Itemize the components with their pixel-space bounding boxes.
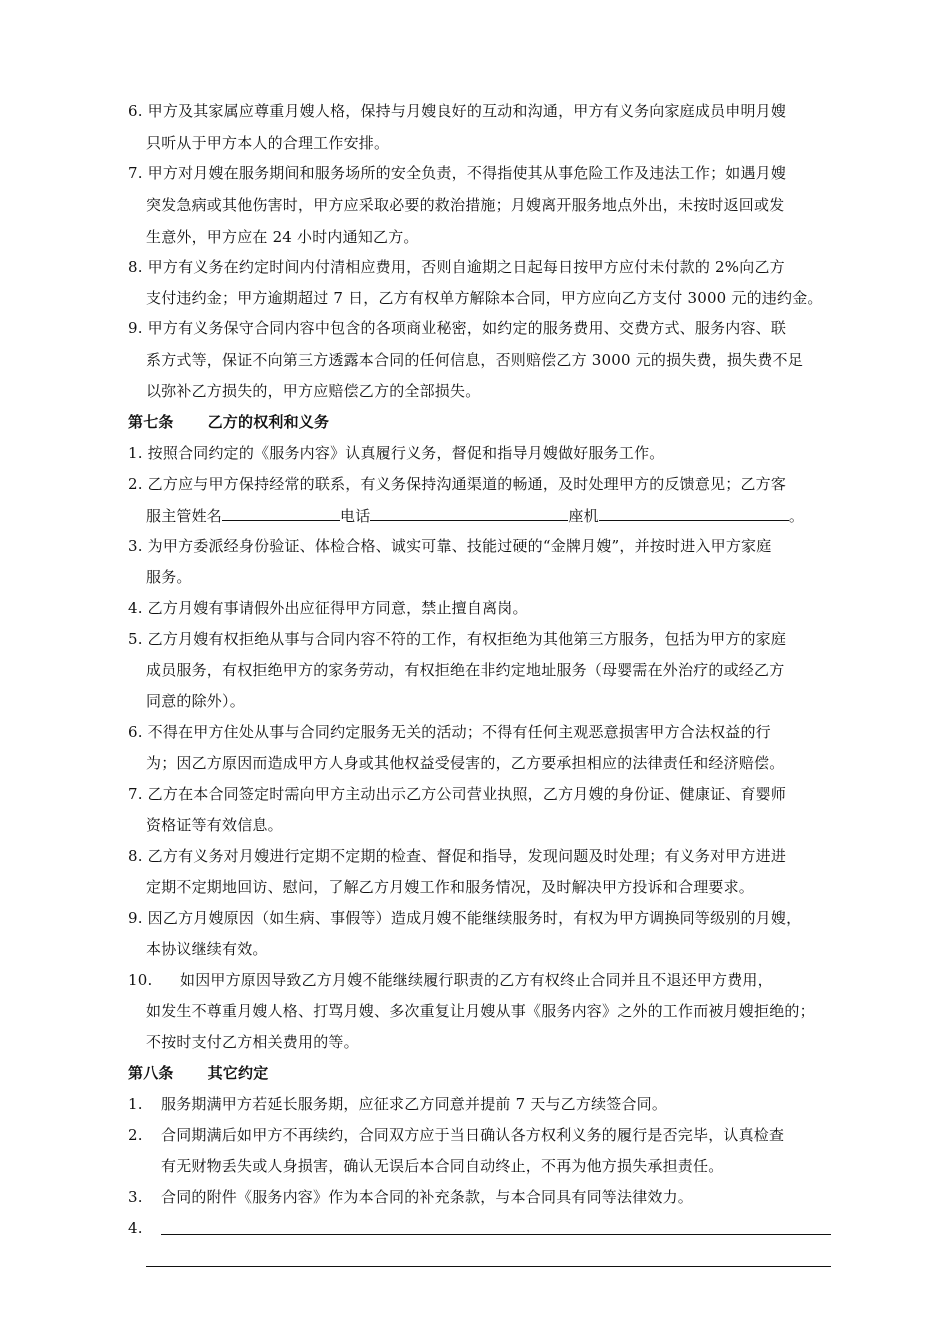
a7-item-4: 4. 乙方月嫂有事请假外出应征得甲方同意，禁止擅自离岗。 <box>128 599 528 617</box>
a7-item-3-line-2: 服务。 <box>146 568 192 586</box>
phone-label: 电话 <box>340 507 371 525</box>
a7-item-6-line-2: 为；因乙方原因而造成甲方人身或其他权益受侵害的，乙方要承担相应的法律责任和经济赔偿。 <box>146 754 785 772</box>
a7-item-2-line-1: 2. 乙方应与甲方保持经常的联系，有义务保持沟通渠道的畅通，及时处理甲方的反馈意见；乙方客 <box>128 475 787 493</box>
a7-item-10-line-3: 不按时支付乙方相关费用的等。 <box>146 1033 359 1051</box>
a7-item-7-line-2: 资格证等有效信息。 <box>146 816 283 834</box>
article-7-number: 第七条 <box>128 413 174 431</box>
a8-item-2-line-2: 有无财物丢失或人身损害，确认无误后本合同自动终止，不再为他方损失承担责任。 <box>161 1157 724 1175</box>
a8-item-4-number: 4. <box>128 1219 143 1237</box>
item-7-line-1: 7. 甲方对月嫂在服务期间和服务场所的安全负责，不得指使其从事危险工作及违法工作；如遇月嫂 <box>128 164 787 182</box>
a8-item-2-number: 2. <box>128 1126 143 1144</box>
a8-item-1-number: 1. <box>128 1095 143 1113</box>
a7-item-10-number: 10. <box>128 971 153 989</box>
item-9-line-1: 9. 甲方有义务保守合同内容中包含的各项商业秘密，如约定的服务费用、交费方式、服务内容、联 <box>128 319 787 337</box>
a7-item-9-line-1: 9. 因乙方月嫂原因（如生病、事假等）造成月嫂不能继续服务时，有权为甲方调换同等级别的月嫂， <box>128 909 802 927</box>
a7-item-8-line-2: 定期不定期地回访、慰问，了解乙方月嫂工作和服务情况，及时解决甲方投诉和合理要求。 <box>146 878 755 896</box>
a7-item-10-text: 如因甲方原因导致乙方月嫂不能继续履行职责的乙方有权终止合同并且不退还甲方费用， <box>180 971 773 989</box>
item-9-line-3: 以弥补乙方损失的，甲方应赔偿乙方的全部损失。 <box>146 382 481 400</box>
a7-item-5-line-2: 成员服务，有权拒绝甲方的家务劳动，有权拒绝在非约定地址服务（母婴需在外治疗的或经乙方 <box>146 661 785 679</box>
article-8-heading <box>128 1063 268 1083</box>
item-6-line-2: 只听从于甲方本人的合理工作安排。 <box>146 134 390 152</box>
item-7-line-3: 生意外，甲方应在 24 小时内通知乙方。 <box>146 228 419 246</box>
landline-label: 座机 <box>568 507 599 525</box>
a8-item-4-blank-line-2[interactable] <box>146 1266 831 1267</box>
article-8-number: 第八条 <box>128 1064 174 1082</box>
item-6-line-1: 6. 甲方及其家属应尊重月嫂人格，保持与月嫂良好的互动和沟通，甲方有义务向家庭成员申明月嫂 <box>128 102 787 120</box>
a7-item-6-line-1: 6. 不得在甲方住处从事与合同约定服务无关的活动；不得有任何主观恶意损害甲方合法权益的行 <box>128 723 771 741</box>
a7-item-10-line-2: 如发生不尊重月嫂人格、打骂月嫂、多次重复让月嫂从事《服务内容》之外的工作而被月嫂拒绝的； <box>146 1002 815 1020</box>
a8-item-3-text: 合同的附件《服务内容》作为本合同的补充条款，与本合同具有同等法律效力。 <box>161 1188 694 1206</box>
article-7-title: 乙方的权利和义务 <box>207 413 330 431</box>
a8-item-2-text: 合同期满后如甲方不再续约，合同双方应于当日确认各方权利义务的履行是否完毕，认真检查 <box>161 1126 785 1144</box>
cs-manager-name-label: 服主管姓名 <box>146 507 223 525</box>
a7-item-10-line-1 <box>128 970 773 990</box>
a8-item-4-blank-line-1[interactable] <box>161 1234 831 1235</box>
a7-item-7-line-1: 7. 乙方在本合同签定时需向甲方主动出示乙方公司营业执照，乙方月嫂的身份证、健康证、育婴师 <box>128 785 787 803</box>
a8-item-2-line-1 <box>128 1125 784 1145</box>
item-8-line-2: 支付违约金；甲方逾期超过 7 日，乙方有权单方解除本合同，甲方应向乙方支付 3000 元的违约金。 <box>146 289 823 307</box>
item-7-line-2: 突发急病或其他伤害时，甲方应采取必要的救治措施；月嫂离开服务地点外出，未按时返回或发 <box>146 196 785 214</box>
landline-blank[interactable] <box>599 505 789 521</box>
item-9-line-2: 系方式等，保证不向第三方透露本合同的任何信息，否则赔偿乙方 3000 元的损失费，损失费不足 <box>146 351 803 369</box>
a8-item-1 <box>128 1094 667 1114</box>
a7-item-5-line-3: 同意的除外）。 <box>146 692 245 710</box>
a8-item-3-number: 3. <box>128 1188 143 1206</box>
a7-item-2-line-2 <box>146 505 804 526</box>
item-8-line-1: 8. 甲方有义务在约定时间内付清相应费用，否则自逾期之日起每日按甲方应付未付款的 2%向乙方 <box>128 258 785 276</box>
a7-item-9-line-2: 本协议继续有效。 <box>146 940 268 958</box>
a7-item-1: 1. 按照合同约定的《服务内容》认真履行义务，督促和指导月嫂做好服务工作。 <box>128 444 665 462</box>
a7-item-3-line-1: 3. 为甲方委派经身份验证、体检合格、诚实可靠、技能过硬的“金牌月嫂”，并按时进入甲方家庭 <box>128 537 772 555</box>
a8-item-4 <box>128 1218 161 1238</box>
cs-manager-name-blank[interactable] <box>222 505 340 521</box>
line-end-mark: 。 <box>788 507 805 525</box>
a7-item-8-line-1: 8. 乙方有义务对月嫂进行定期不定期的检查、督促和指导，发现问题及时处理；有义务对甲方进进 <box>128 847 787 865</box>
a8-item-1-text: 服务期满甲方若延长服务期，应征求乙方同意并提前 7 天与乙方续签合同。 <box>161 1095 668 1113</box>
article-7-heading <box>128 412 329 432</box>
a7-item-5-line-1: 5. 乙方月嫂有权拒绝从事与合同内容不符的工作，有权拒绝为其他第三方服务，包括为甲方的家庭 <box>128 630 787 648</box>
article-8-title: 其它约定 <box>207 1064 269 1082</box>
a8-item-3 <box>128 1187 693 1207</box>
phone-blank[interactable] <box>370 505 568 521</box>
